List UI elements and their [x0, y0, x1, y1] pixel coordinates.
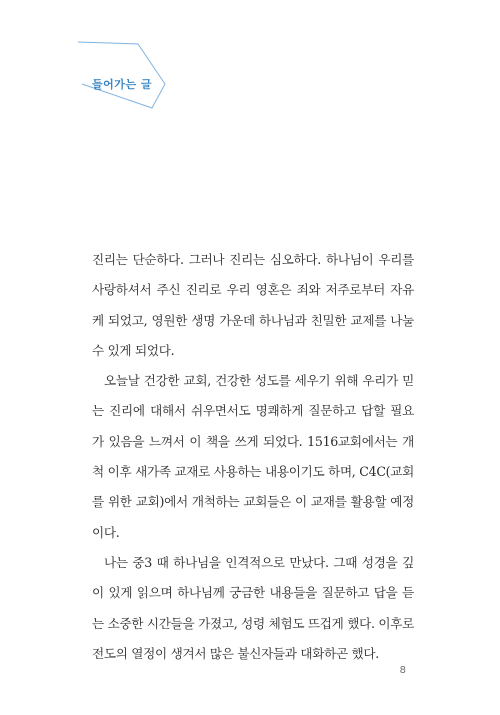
paragraph-3: 나는 중3 때 하나님을 인격적으로 만났다. 그때 성경을 깊이 있게 읽으며 하나님께 궁금한 내용들을 질문하고 답을 듣는 소중한 시간들을 가졌고, 성령 체험도 뜨겁게 했다. 이후로 전도의 열정이 생겨서 많은 불신자들과 대화하곤 했다.	[92, 554, 414, 661]
paragraph-2: 오늘날 건강한 교회, 건강한 성도를 세우기 위해 우리가 믿는 진리에 대해서 쉬우면서도 명쾌하게 질문하고 답할 필요가 있음을 느껴서 이 책을 쓰게 되었다. 1516교회에서는 개척 이후 새가족 교재로 사용하는 내용이기도 하며, C4C(교회를 위한 교회)에서 개척하는 교회들은 이 교재를 활용할 예정이다.	[92, 373, 414, 540]
section-title: 들어가는 글	[92, 78, 152, 91]
corner-line-decoration	[0, 0, 500, 130]
page-number: 8	[399, 665, 406, 676]
paragraph-1: 진리는 단순하다. 그러나 진리는 심오하다. 하나님이 우리를 사랑하셔서 주신 진리로 우리 영혼은 죄와 저주로부터 자유케 되었고, 영원한 생명 가운데 하나님과 친밀한 교제를 나눌 수 있게 되었다.	[92, 252, 414, 358]
body-text	[92, 245, 414, 669]
